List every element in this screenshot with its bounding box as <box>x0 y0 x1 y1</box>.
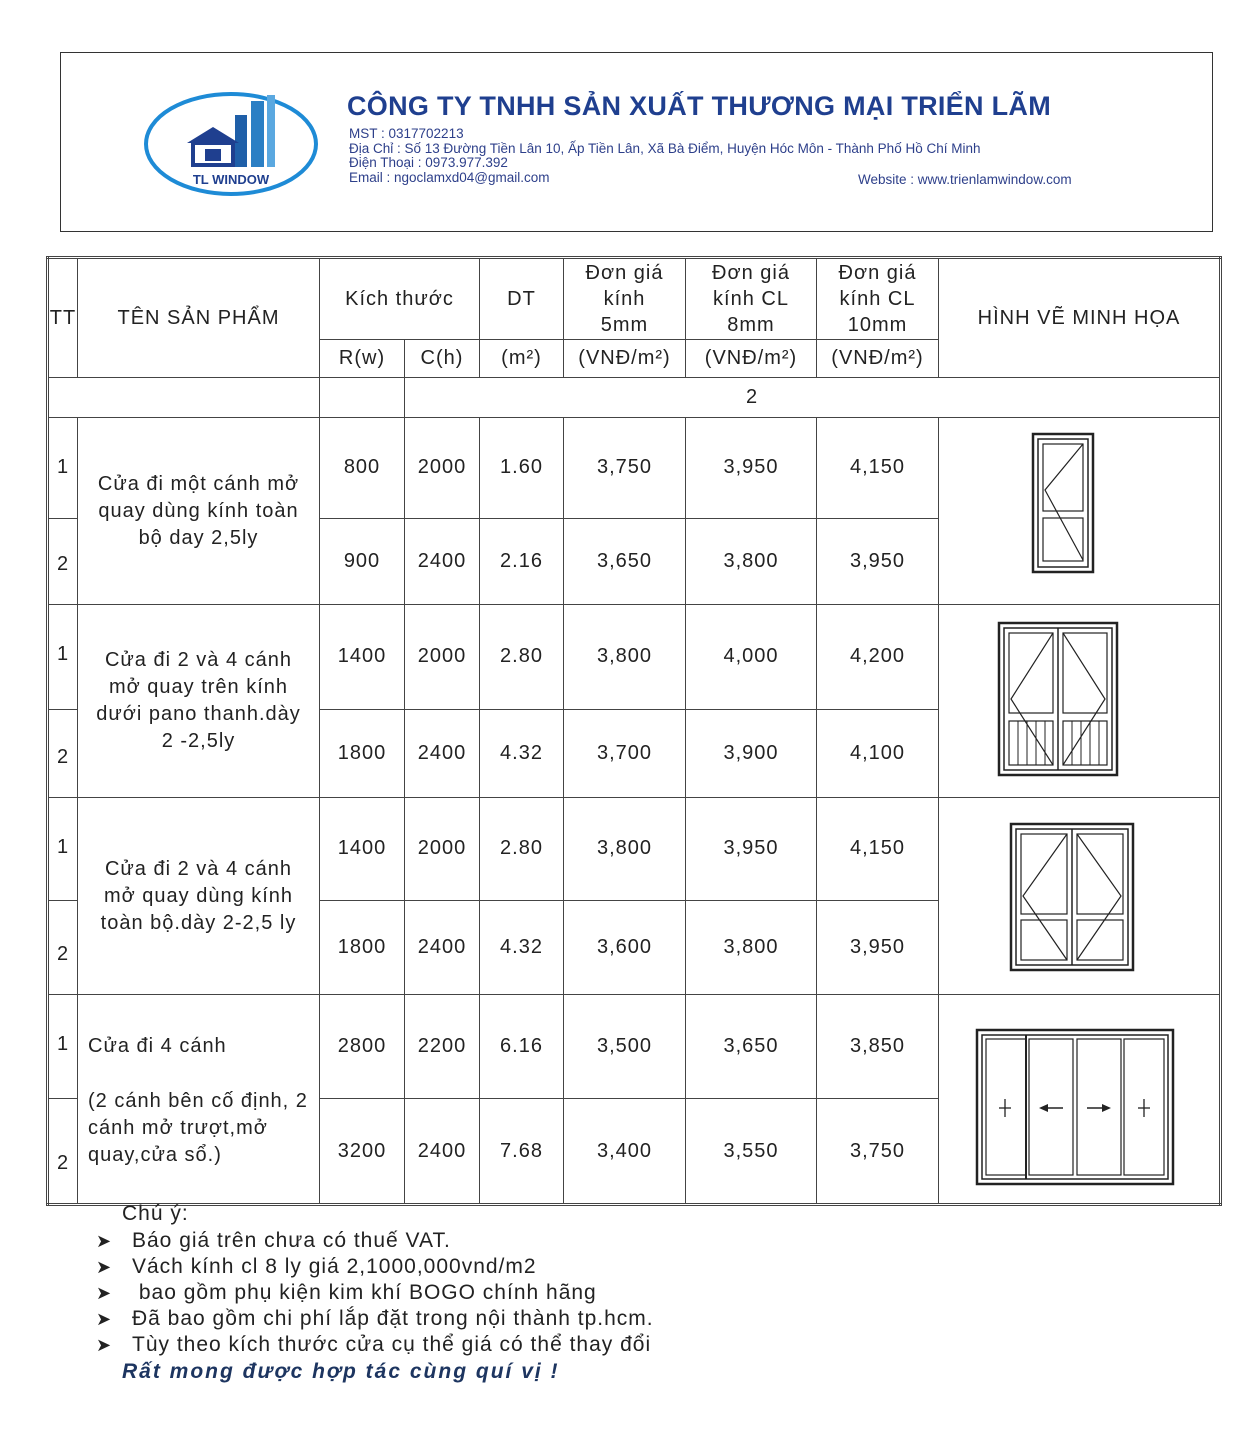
table-header-row <box>48 258 1221 340</box>
header-price-5mm: Đơn giá kính 5mm <box>564 258 686 340</box>
header-tt: TT <box>48 258 78 378</box>
company-phone: Điện Thoại : 0973.977.392 <box>349 155 508 170</box>
table-row: 2 3200 2400 7.68 3,400 3,550 3,750 <box>48 1099 1221 1205</box>
table-row: 1 Cửa đi 2 và 4 cánh mở quay dùng kính toàn bộ.dày 2-2,5 ly 1400 2000 2.80 3,800 3,950 4,150 <box>48 798 1221 901</box>
company-website: Website : www.trienlamwindow.com <box>858 172 1072 187</box>
table-row: 1 Cửa đi một cánh mở quay dùng kính toàn bộ day 2,5ly 800 2000 1.60 3,750 3,950 4,150 <box>48 418 1221 519</box>
tl-window-logo-icon <box>143 91 319 197</box>
product-name: Cửa đi 4 cánh (2 cánh bên cố định, 2 cánh mở trượt,mở quay,cửa sổ.) <box>78 995 320 1205</box>
tax-code: MST : 0317702213 <box>349 126 464 141</box>
table-row: 2 1800 2400 4.32 3,700 3,900 4,100 <box>48 709 1221 797</box>
closing-message: Rất mong được hợp tác cùng quí vị ! <box>122 1360 560 1383</box>
arrow-bullet-icon: ➤ <box>96 1283 113 1303</box>
four-panel-sliding-door-icon <box>939 996 1219 1196</box>
header-dt: DT <box>480 258 564 340</box>
note-item: ➤ Báo giá trên chưa có thuế VAT. <box>96 1229 451 1252</box>
company-name: CÔNG TY TNHH SẢN XUẤT THƯƠNG MẠI TRIỂN LÃM <box>347 91 1052 121</box>
header-width: R(w) <box>320 340 405 378</box>
notes-section <box>96 1202 654 1384</box>
header-price-8mm: Đơn giá kính CL 8mm <box>686 258 817 340</box>
table-row: 1 Cửa đi 4 cánh (2 cánh bên cố định, 2 cánh mở trượt,mở quay,cửa sổ.) 2800 2200 6.16 3,500 3,650 3,850 <box>48 995 1221 1099</box>
drawing-cell <box>939 798 1221 995</box>
span-row-label: 2 <box>405 378 1221 418</box>
header-unit-5mm: (VNĐ/m²) <box>564 340 686 378</box>
arrow-bullet-icon: ➤ <box>96 1309 113 1329</box>
note-item: ➤ bao gồm phụ kiện kim khí BOGO chính hãng <box>96 1281 597 1304</box>
price-table <box>46 256 1222 1206</box>
arrow-bullet-icon: ➤ <box>96 1335 113 1355</box>
single-swing-door-icon <box>939 418 1219 598</box>
header-price-10mm: Đơn giá kính CL 10mm <box>817 258 939 340</box>
note-item: ➤ Đã bao gồm chi phí lắp đặt trong nội thành tp.hcm. <box>96 1307 654 1330</box>
note-item: ➤ Tùy theo kích thước cửa cụ thể giá có thể thay đổi <box>96 1333 652 1356</box>
header-size: Kích thước <box>320 258 480 340</box>
note-item: ➤ Vách kính cl 8 ly giá 2,1000,000vnd/m2 <box>96 1255 537 1278</box>
table-row: 1 Cửa đi 2 và 4 cánh mở quay trên kính dưới pano thanh.dày 2 -2,5ly 1400 2000 2.80 3,800 4,000 4,200 <box>48 605 1221 710</box>
drawing-cell <box>939 605 1221 798</box>
table-row: 2 900 2400 2.16 3,650 3,800 3,950 <box>48 518 1221 604</box>
header-product-name: TÊN SẢN PHẨM <box>78 258 320 378</box>
company-email: Email : ngoclamxd04@gmail.com <box>349 170 550 185</box>
table-row: 2 1800 2400 4.32 3,600 3,800 3,950 <box>48 900 1221 994</box>
double-door-pano-icon <box>939 605 1219 791</box>
drawing-cell <box>939 995 1221 1205</box>
product-name: Cửa đi 2 và 4 cánh mở quay dùng kính toàn bộ.dày 2-2,5 ly <box>78 798 320 995</box>
notes-title: Chú ý: <box>122 1202 189 1225</box>
arrow-bullet-icon: ➤ <box>96 1231 113 1251</box>
double-door-glass-icon <box>939 798 1219 988</box>
header-unit-10mm: (VNĐ/m²) <box>817 340 939 378</box>
company-address: Địa Chỉ : Số 13 Đường Tiền Lân 10, Ấp Tiền Lân, Xã Bà Điểm, Huyện Hóc Môn - Thành Phố Hồ Chí Minh <box>349 141 981 156</box>
header-unit-8mm: (VNĐ/m²) <box>686 340 817 378</box>
product-name: Cửa đi một cánh mở quay dùng kính toàn bộ day 2,5ly <box>78 418 320 605</box>
header-height: C(h) <box>405 340 480 378</box>
product-name: Cửa đi 2 và 4 cánh mở quay trên kính dưới pano thanh.dày 2 -2,5ly <box>78 605 320 798</box>
header-drawing: HÌNH VẼ MINH HỌA <box>939 258 1221 378</box>
arrow-bullet-icon: ➤ <box>96 1257 113 1277</box>
table-span-row <box>48 378 1221 418</box>
company-header <box>60 52 1213 232</box>
logo-text: TL WINDOW <box>192 172 270 187</box>
price-table-wrap <box>46 256 1222 1206</box>
drawing-cell <box>939 418 1221 605</box>
header-dt-unit: (m²) <box>480 340 564 378</box>
